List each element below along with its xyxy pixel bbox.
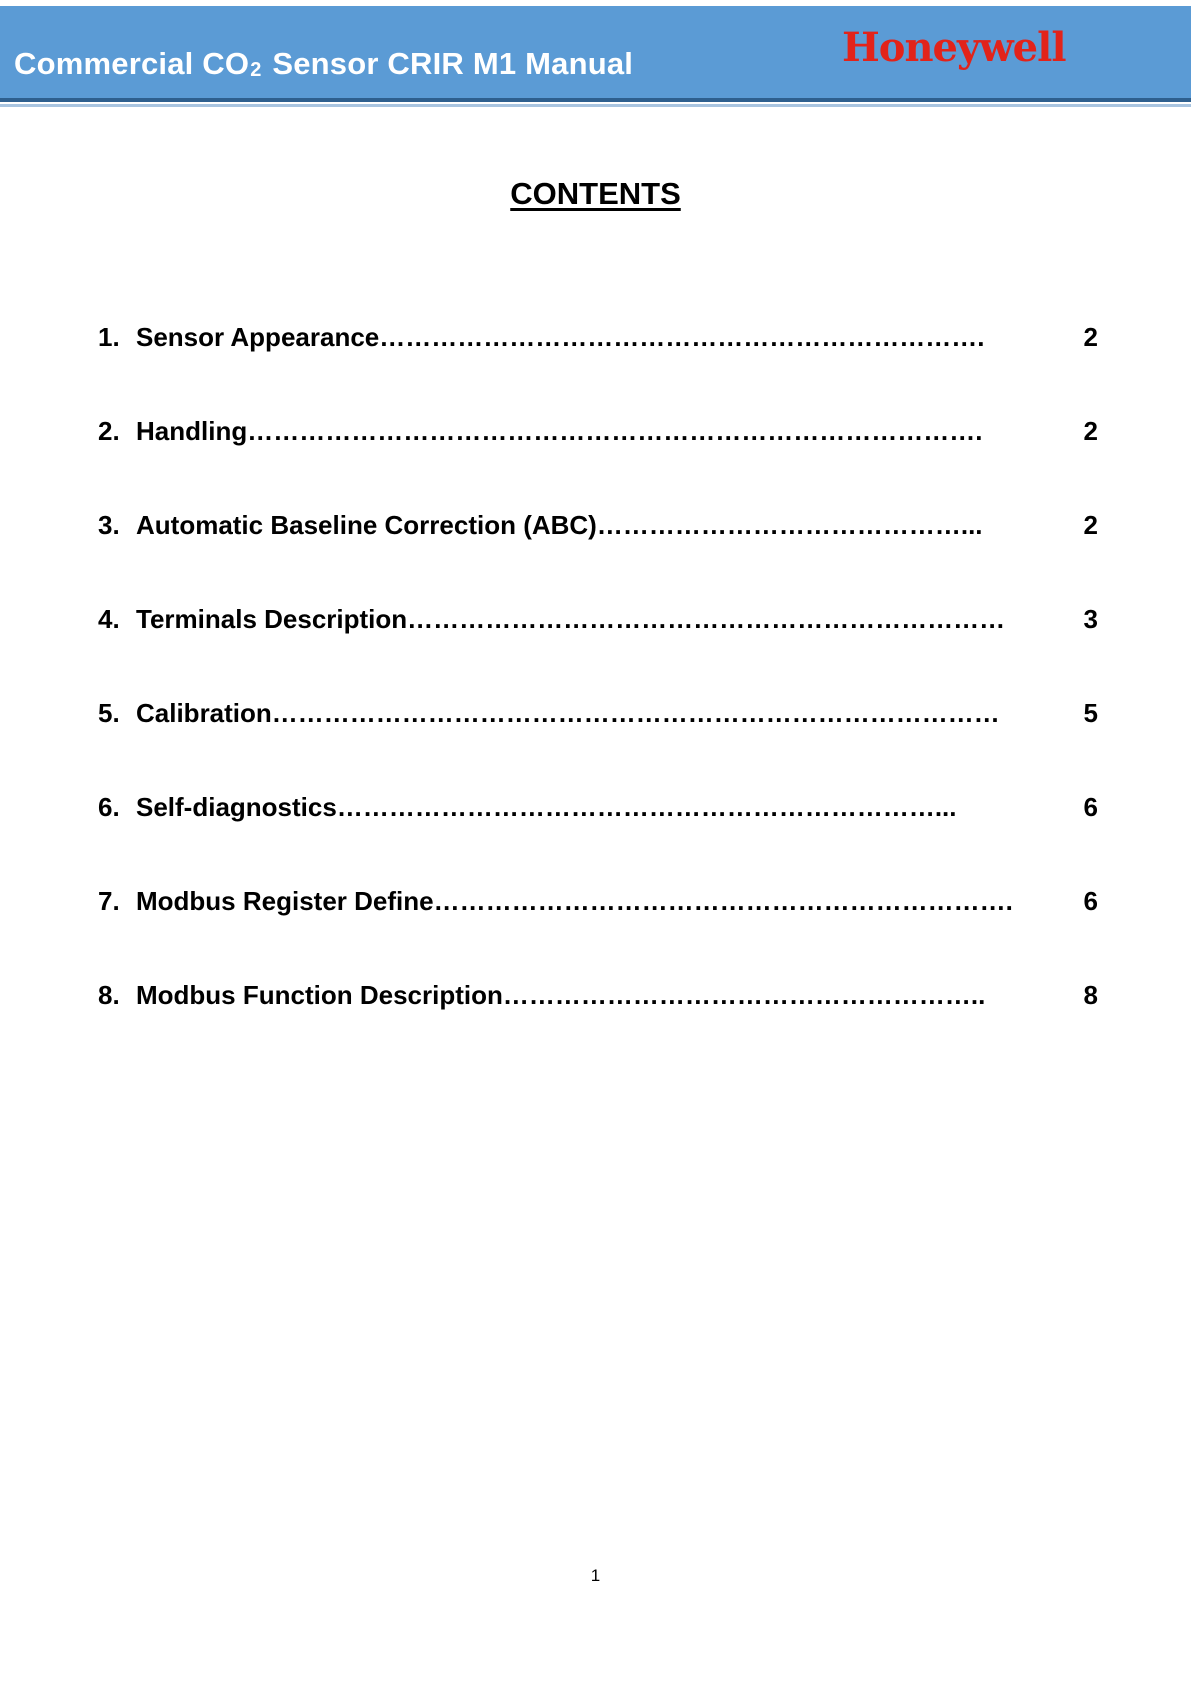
toc-entry-leader: …………………………………………………………….: [379, 322, 985, 352]
toc-entry-label: Sensor Appearance: [136, 322, 380, 352]
toc-entry-leader: ……………………………………...: [596, 510, 983, 540]
contents-heading-text: CONTENTS: [510, 176, 681, 211]
document-title: [14, 46, 633, 82]
toc-entry-page: 6: [1083, 886, 1098, 916]
page-number: 1: [590, 1566, 601, 1585]
toc-entry-leader: ……………………………………………………………: [407, 604, 1006, 634]
toc-entry-leader: ………………………………………………………………………….: [247, 416, 983, 446]
toc-entry-label: Self-diagnostics: [136, 792, 337, 822]
toc-entry-label: Modbus Register Define: [136, 886, 434, 916]
toc-entry-number: 5.: [98, 698, 120, 728]
toc-entry-modbus-function-description[interactable]: [98, 980, 1098, 1074]
document-header-bar: [0, 6, 1191, 102]
toc-entry-modbus-register-define[interactable]: [98, 886, 1098, 980]
toc-entry-leader: ……………………………………………………………...: [336, 792, 957, 822]
toc-entry-abc[interactable]: [98, 510, 1098, 604]
toc-entry-number: 3.: [98, 510, 120, 540]
toc-entry-number: 1.: [98, 322, 120, 352]
title-subscript: 2: [250, 59, 262, 81]
toc-entry-number: 7.: [98, 886, 120, 916]
toc-entry-page: 3: [1083, 604, 1098, 634]
toc-entry-number: 4.: [98, 604, 120, 634]
title-text-end: Sensor CRIR M1 Manual: [263, 46, 634, 81]
toc-entry-label: Automatic Baseline Correction (ABC): [136, 510, 597, 540]
toc-entry-label: Handling: [136, 416, 248, 446]
toc-entry-leader: …………………………………………………………………………: [271, 698, 1000, 728]
contents-heading: [0, 176, 1191, 212]
toc-entry-calibration[interactable]: [98, 698, 1098, 792]
toc-entry-leader: ………………………………………………………….: [433, 886, 1013, 916]
toc-entry-page: 6: [1083, 792, 1098, 822]
toc-entry-self-diagnostics[interactable]: [98, 792, 1098, 886]
header-divider: [0, 104, 1191, 107]
toc-entry-terminals-description[interactable]: [98, 604, 1098, 698]
title-text-start: Commercial CO: [14, 46, 250, 81]
honeywell-logo: Honeywell: [842, 24, 1066, 71]
toc-entry-sensor-appearance[interactable]: [98, 322, 1098, 416]
toc-entry-page: 2: [1083, 510, 1098, 540]
toc-entry-label: Terminals Description: [136, 604, 408, 634]
toc-entry-number: 6.: [98, 792, 120, 822]
toc-entry-label: Calibration: [136, 698, 272, 728]
toc-entry-number: 8.: [98, 980, 120, 1010]
table-of-contents: [98, 322, 1098, 1074]
toc-entry-handling[interactable]: [98, 416, 1098, 510]
toc-entry-leader: ………………………………………………..: [502, 980, 986, 1010]
toc-entry-number: 2.: [98, 416, 120, 446]
toc-entry-page: 5: [1083, 698, 1098, 728]
toc-entry-page: 2: [1083, 416, 1098, 446]
toc-entry-label: Modbus Function Description: [136, 980, 503, 1010]
toc-entry-page: 2: [1083, 322, 1098, 352]
toc-entry-page: 8: [1083, 980, 1098, 1010]
